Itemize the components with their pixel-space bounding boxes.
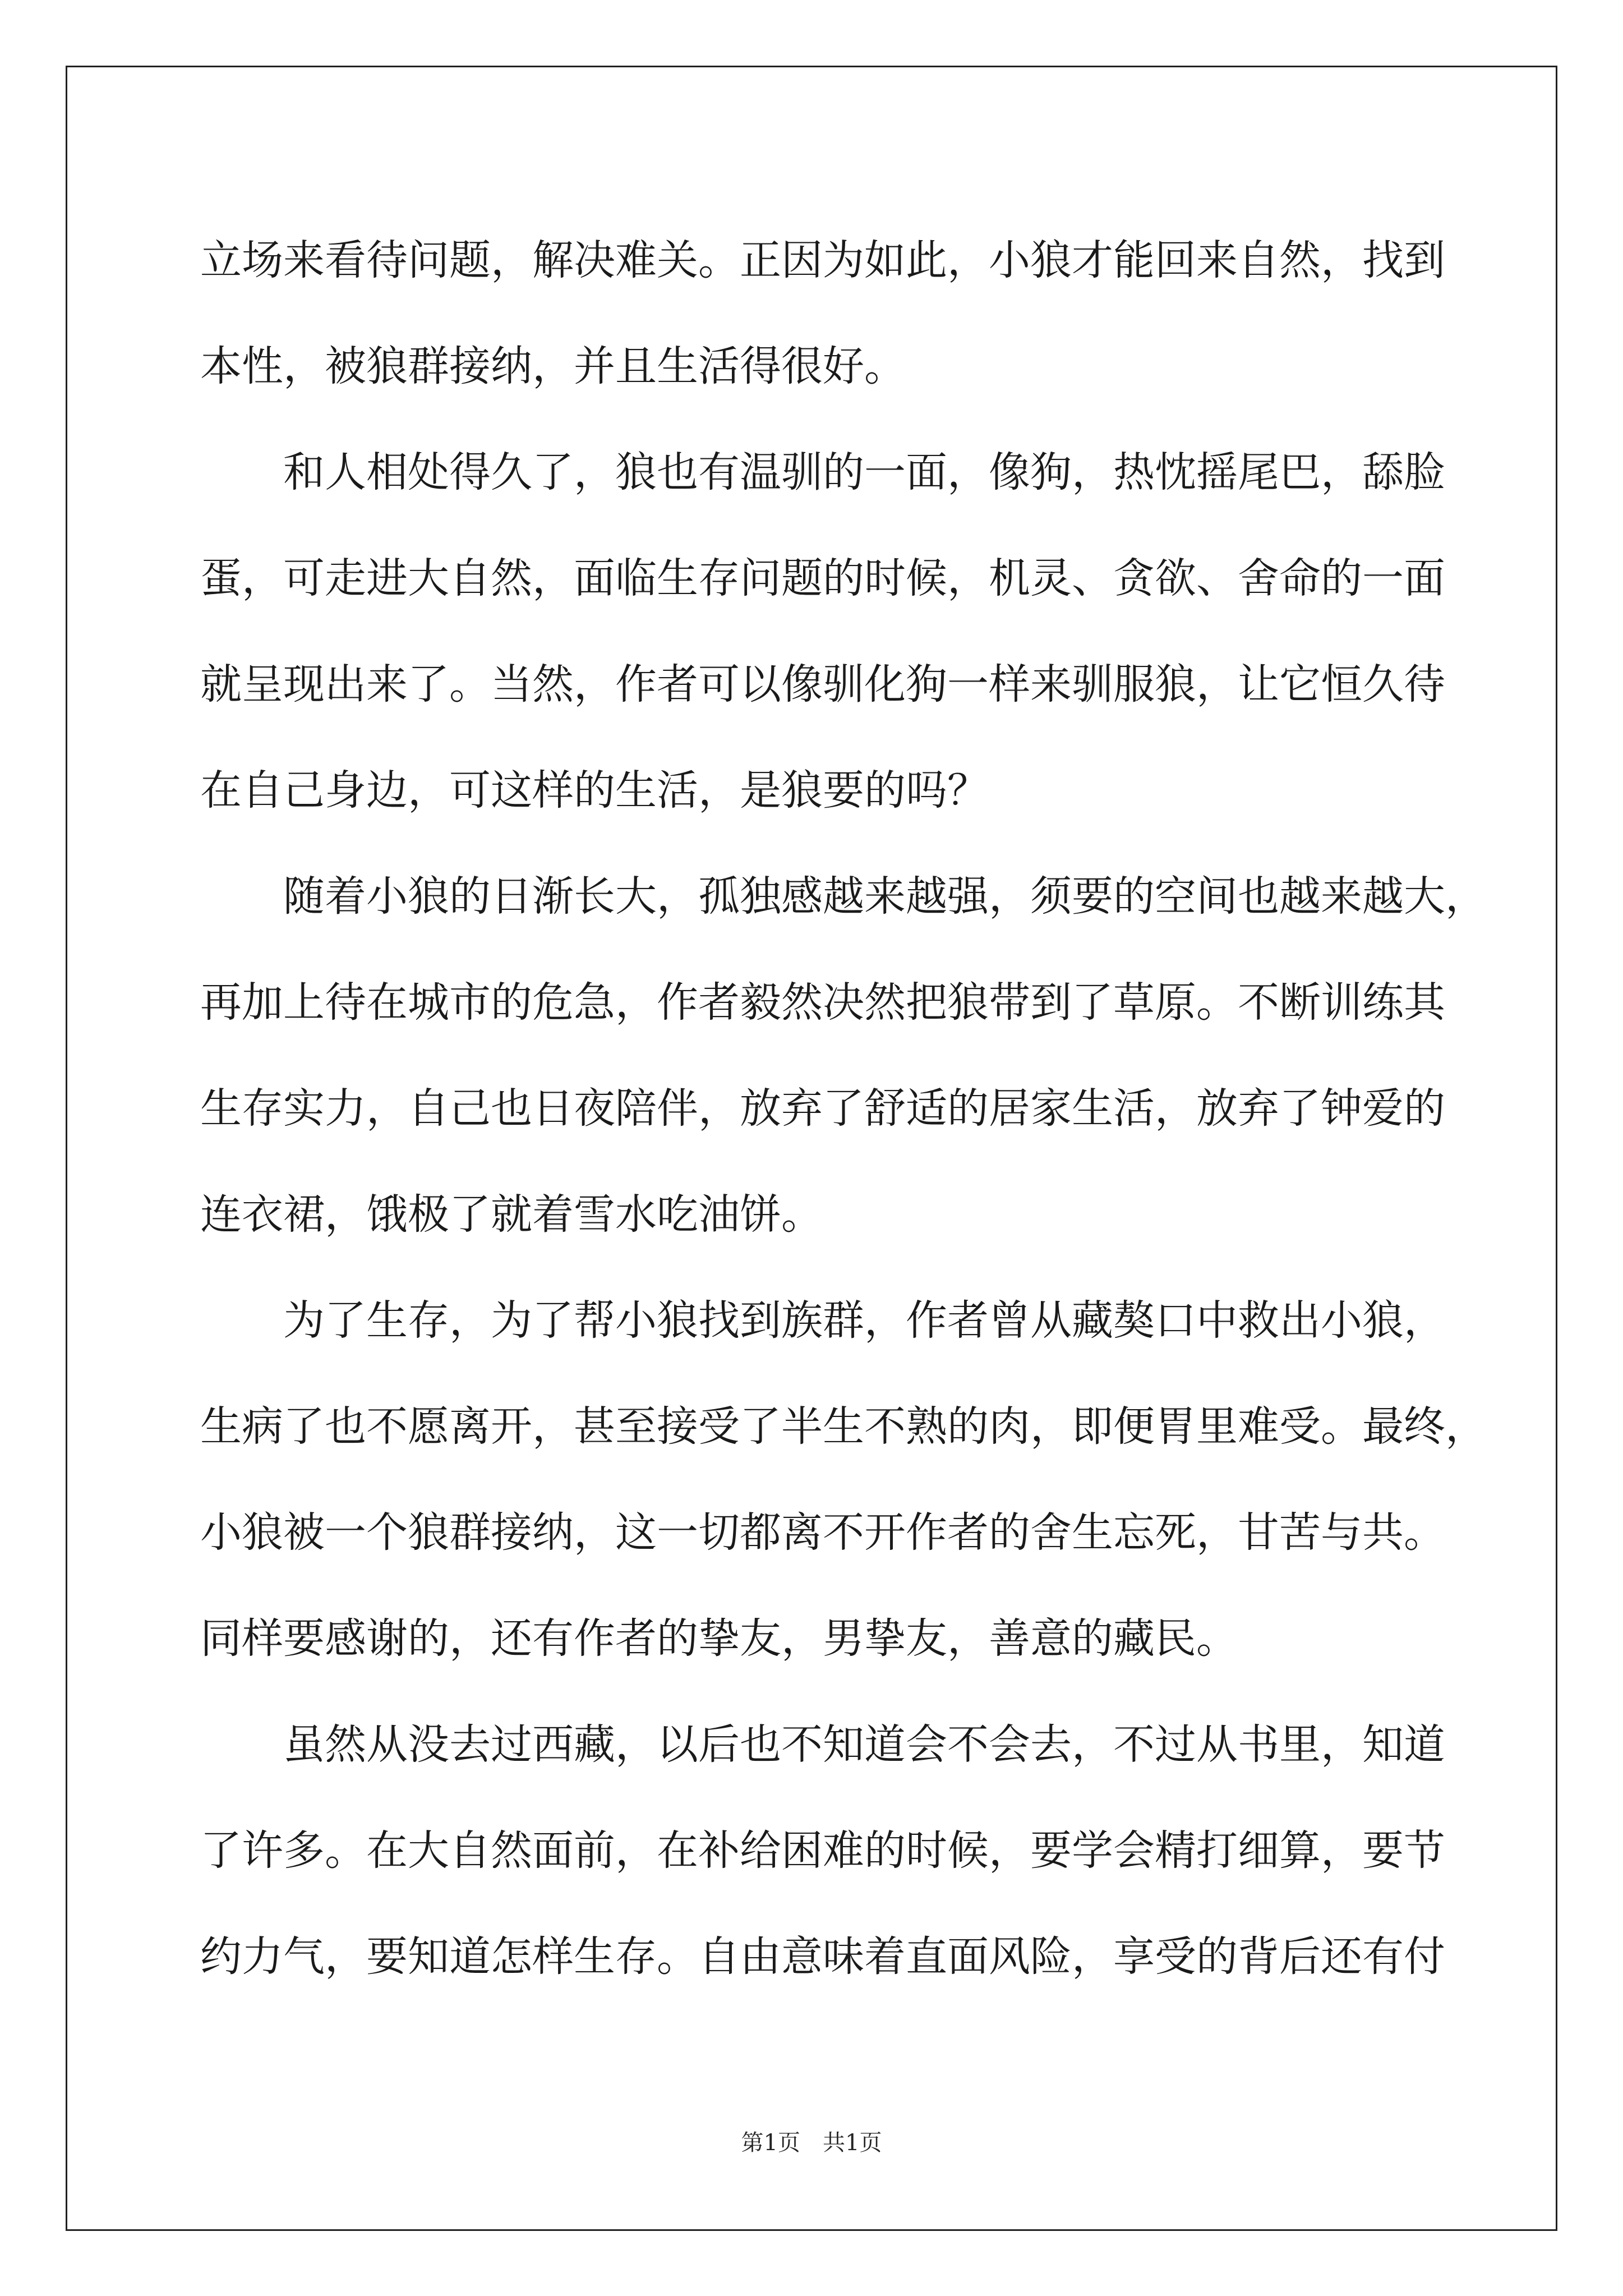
document-body bbox=[200, 208, 1487, 2010]
text-line: 立场来看待问题，解决难关。正因为如此，小狼才能回来自然，找到 bbox=[200, 236, 1445, 284]
text-line: 再加上待在城市的危急，作者毅然决然把狼带到了草原。不断训练其 bbox=[200, 978, 1445, 1027]
paragraph-start-line: 为了生存，为了帮小狼找到族群，作者曾从藏獒口中救出小狼， bbox=[283, 1296, 1445, 1345]
text-line: 生病了也不愿离开，甚至接受了半生不熟的肉，即便胃里难受。最终， bbox=[200, 1402, 1487, 1451]
text-line: 就呈现出来了。当然，作者可以像驯化狗一样来驯服狼，让它恒久待 bbox=[200, 660, 1445, 708]
text-line: 约力气，要知道怎样生存。自由意味着直面风险，享受的背后还有付 bbox=[200, 1932, 1445, 1981]
paragraph-start-line: 虽然从没去过西藏，以后也不知道会不会去，不过从书里，知道 bbox=[283, 1720, 1445, 1769]
text-line: 在自己身边，可这样的生活，是狼要的吗？ bbox=[200, 766, 989, 815]
text-line: 连衣裙，饿极了就着雪水吃油饼。 bbox=[200, 1190, 823, 1239]
text-line: 蛋，可走进大自然，面临生存问题的时候，机灵、贪欲、舍命的一面 bbox=[200, 554, 1445, 602]
paragraph-start-line: 随着小狼的日渐长大，孤独感越来越强，须要的空间也越来越大， bbox=[283, 872, 1487, 921]
text-line: 了许多。在大自然面前，在补给困难的时候，要学会精打细算，要节 bbox=[200, 1826, 1445, 1875]
text-line: 小狼被一个狼群接纳，这一切都离不开作者的舍生忘死，甘苦与共。 bbox=[200, 1508, 1445, 1557]
page-footer: 第1页 共1页 bbox=[741, 2130, 882, 2156]
text-line: 生存实力，自己也日夜陪伴，放弃了舒适的居家生活，放弃了钟爱的 bbox=[200, 1084, 1445, 1133]
paragraph-start-line: 和人相处得久了，狼也有温驯的一面，像狗，热忱摇尾巴，舔脸 bbox=[283, 448, 1445, 496]
text-line: 本性，被狼群接纳，并且生活得很好。 bbox=[200, 342, 906, 390]
text-line: 同样要感谢的，还有作者的挚友，男挚友，善意的藏民。 bbox=[200, 1614, 1238, 1663]
